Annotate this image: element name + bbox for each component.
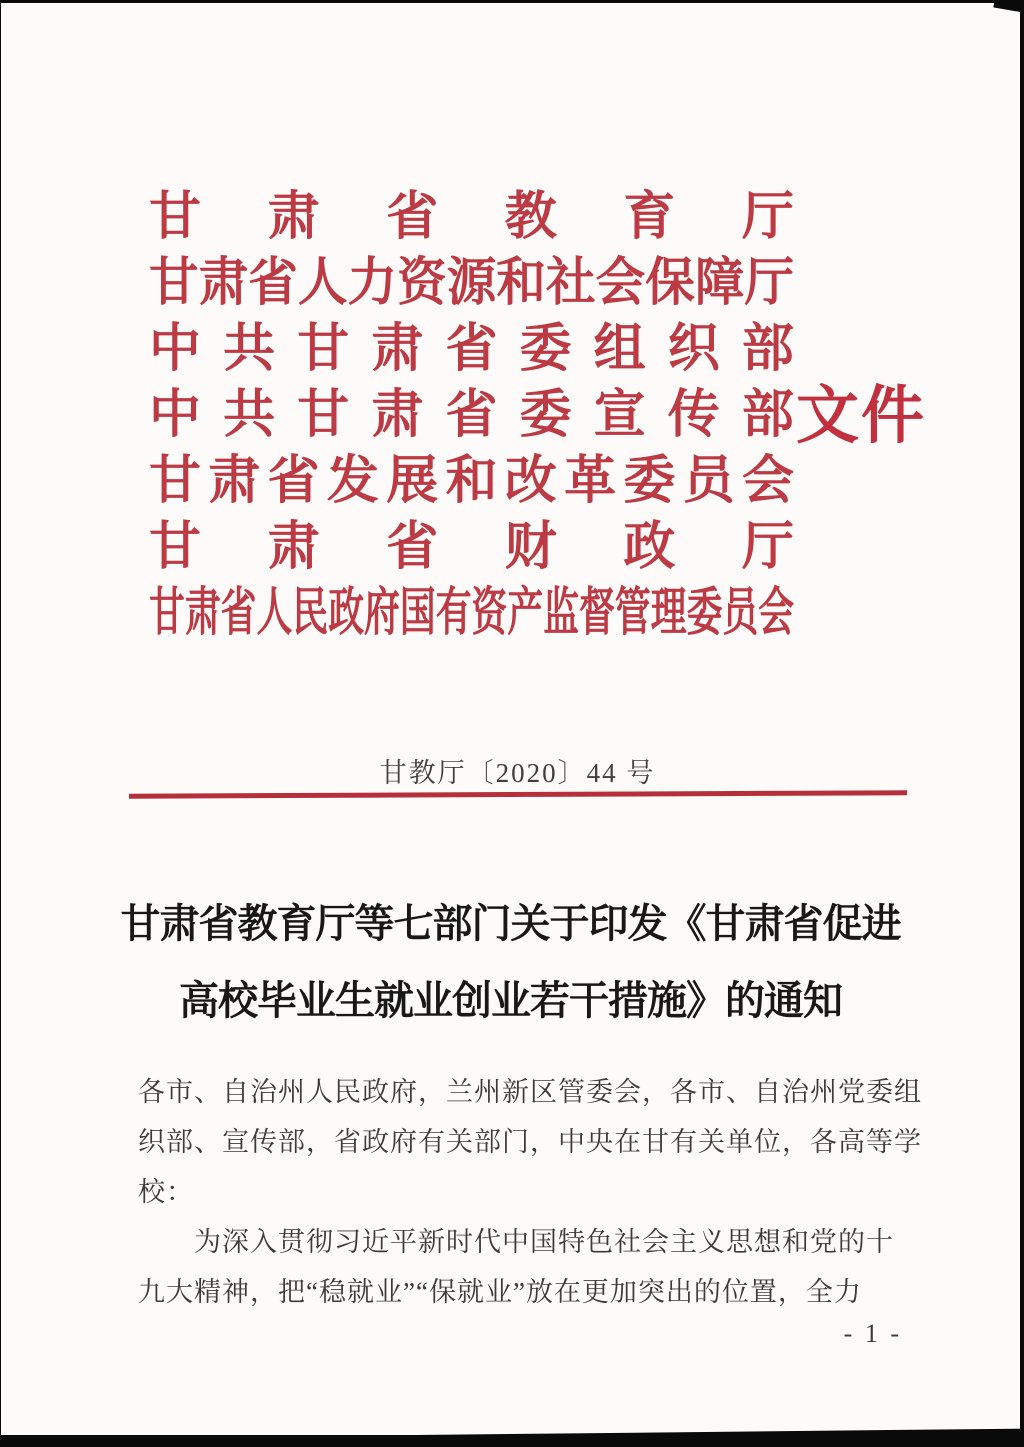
document-body [138, 1067, 928, 1317]
issuer-line-org-dept: 中 共 甘 肃 省 委 组 织 部 [149, 321, 794, 378]
body-line: 九大精神，把“稳就业”“保就业”放在更加突出的位置，全力 [138, 1277, 862, 1307]
issuer-line-finance-dept: 甘 肃 省 财 政 厅 [149, 519, 794, 576]
issuer-header [149, 185, 794, 647]
red-divider-line [129, 790, 907, 798]
issuer-line-hr-social-security-dept: 甘 肃 省 人 力 资 源 和 社 会 保 障 厅 [149, 255, 795, 312]
file-label: 文件 [796, 381, 926, 451]
body-line: 校： [138, 1177, 194, 1207]
issuer-line-publicity-dept: 中 共 甘 肃 省 委 宣 传 部 [149, 387, 794, 444]
document-title [1, 885, 1020, 1039]
body-line: 各市、自治州人民政府，兰州新区管委会，各市、自治州党委组 [138, 1077, 922, 1107]
document-page [1, 3, 1020, 1435]
issuer-line-sasac: 甘 肃 省 人 民 政 府 国 有 资 产 监 督 管 理 委 员 会 [149, 585, 795, 642]
doc-number: 甘教厅〔2020〕44 号 [379, 758, 656, 788]
issuer-line-development-reform-commission: 甘 肃 省 发 展 和 改 革 委 员 会 [149, 453, 794, 510]
title-line-2: 高校毕业生就业创业若干措施》的通知 [179, 978, 842, 1023]
body-line: 为深入贯彻习近平新时代中国特色社会主义思想和党的十 [194, 1227, 894, 1257]
issuer-line-education-dept: 甘 肃 省 教 育 厅 [149, 189, 794, 246]
scan-corner-mark [993, 0, 1024, 13]
body-line: 织部、宣传部，省政府有关部门，中央在甘有关单位，各高等学 [138, 1127, 922, 1157]
page-number: - 1 - [843, 1319, 902, 1348]
title-line-1: 甘肃省教育厅等七部门关于印发《甘肃省促进 [120, 901, 901, 946]
